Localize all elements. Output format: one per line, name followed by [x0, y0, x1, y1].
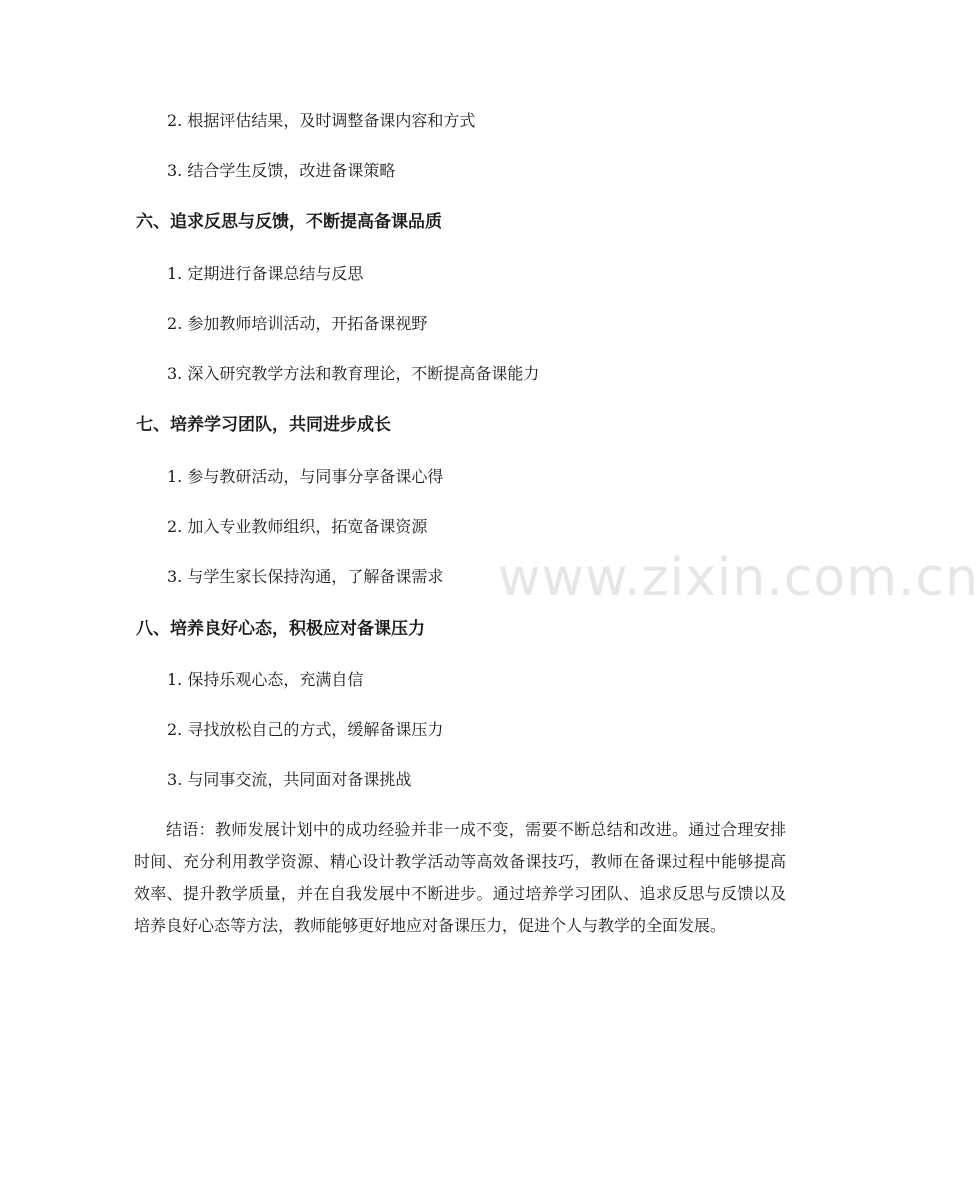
list-item: 2. 寻找放松自己的方式，缓解备课压力 [167, 720, 444, 739]
list-item: 3. 与同事交流，共同面对备课挑战 [167, 770, 412, 789]
watermark: www.zixin.com.cn [498, 548, 979, 608]
list-item: 1. 定期进行备课总结与反思 [167, 264, 364, 283]
section-heading-6: 六、追求反思与反馈，不断提高备课品质 [136, 212, 442, 232]
list-item: 2. 参加教师培训活动，开拓备课视野 [167, 314, 428, 333]
section-heading-8: 八、培养良好心态，积极应对备课压力 [136, 619, 425, 639]
list-item: 2. 根据评估结果，及时调整备课内容和方式 [167, 111, 476, 130]
list-item: 3. 深入研究教学方法和教育理论，不断提高备课能力 [167, 364, 540, 383]
list-item: 3. 与学生家长保持沟通，了解备课需求 [167, 567, 444, 586]
conclusion-paragraph: 结语：教师发展计划中的成功经验并非一成不变，需要不断总结和改进。通过合理安排时间、充分利用教学资源、精心设计教学活动等高效备课技巧，教师在备课过程中能够提高效率、提升教学质量，并在自我发展中不断进步。通过培养学习团队、追求反思与反馈以及培养良好心态等方法，教师能够更好地应对备课压力，促进个人与教学的全面发展。 [134, 820, 786, 935]
list-item: 3. 结合学生反馈，改进备课策略 [167, 161, 396, 180]
section-heading-7: 七、培养学习团队，共同进步成长 [136, 415, 391, 435]
list-item: 2. 加入专业教师组织，拓宽备课资源 [167, 517, 428, 536]
list-item: 1. 保持乐观心态，充满自信 [167, 670, 364, 689]
list-item: 1. 参与教研活动，与同事分享备课心得 [167, 467, 444, 486]
